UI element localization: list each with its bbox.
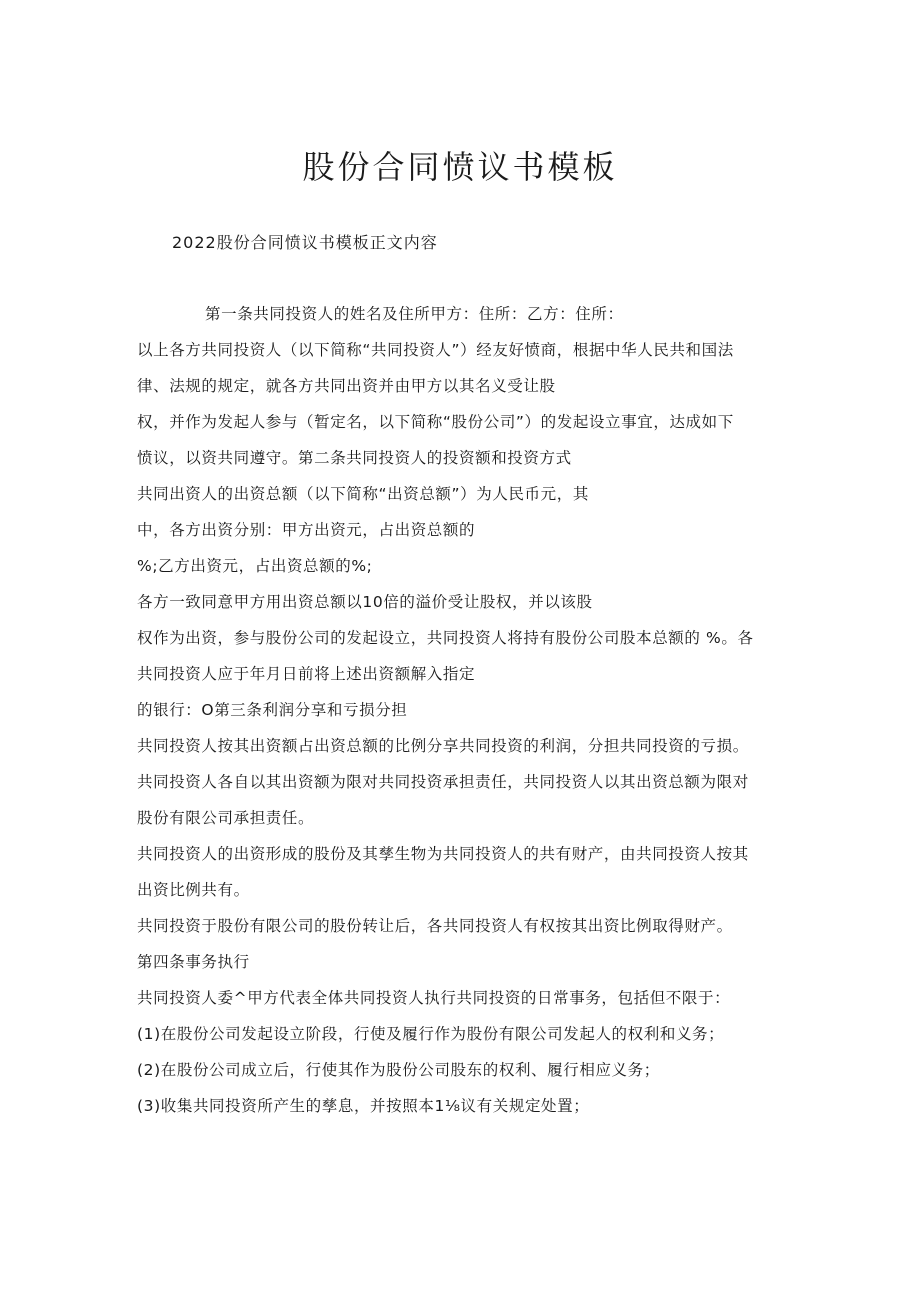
document-title: 股份合同愤议书模板 [302, 148, 618, 186]
paragraph-line: 共同投资人按其出资额占出资总额的比例分享共同投资的利润，分担共同投资的亏损。 [137, 737, 749, 755]
list-item: (1)在股份公司发起设立阶段，行使及履行作为股份有限公司发起人的权利和义务； [137, 1025, 725, 1043]
paragraph-line: 权，并作为发起人参与（暂定名，以下简称“股份公司”）的发起设立事宜，达成如下 [137, 413, 734, 431]
paragraph-line: 各方一致同意甲方用出资总额以10倍的溢价受让股权，并以该股 [137, 593, 593, 611]
paragraph-line: 共同投资人委^甲方代表全体共同投资人执行共同投资的日常事务，包括但不限于： [137, 989, 731, 1007]
document-subtitle: 2022股份合同愤议书模板正文内容 [172, 233, 438, 252]
paragraph-line: 共同投资于股份有限公司的股份转让后，各共同投资人有权按其出资比例取得财产。 [137, 917, 733, 935]
paragraph-line: 律、法规的规定，就各方共同出资并由甲方以其名义受让股 [137, 377, 556, 395]
paragraph-line: 愤议，以资共同遵守。第二条共同投资人的投资额和投资方式 [137, 449, 572, 467]
paragraph-line: 共同投资人各自以其出资额为限对共同投资承担责任，共同投资人以其出资总额为限对 [137, 773, 749, 791]
paragraph-line: 第一条共同投资人的姓名及住所甲方：住所：乙方：住所： [205, 305, 624, 323]
list-item: (3)收集共同投资所产生的孳息，并按照本1⅛议有关规定处置； [137, 1097, 590, 1115]
paragraph-line: %;乙方出资元，占出资总额的%; [137, 557, 373, 575]
paragraph-line: 股份有限公司承担责任。 [137, 809, 315, 827]
paragraph-line: 的银行：O第三条利润分享和亏损分担 [137, 701, 408, 719]
paragraph-line: 中，各方出资分别：甲方出资元，占出资总额的 [137, 521, 476, 539]
paragraph-line: 共同投资人的出资形成的股份及其孳生物为共同投资人的共有财产，由共同投资人按其 [137, 845, 749, 863]
section-heading: 第四条事务执行 [137, 953, 250, 971]
list-item: (2)在股份公司成立后，行使其作为股份公司股东的权利、履行相应义务； [137, 1061, 660, 1079]
paragraph-line: 共同投资人应于年月日前将上述出资额解入指定 [137, 665, 476, 683]
paragraph-line: 以上各方共同投资人（以下简称“共同投资人”）经友好愤商，根据中华人民共和国法 [137, 341, 734, 359]
paragraph-line: 权作为出资，参与股份公司的发起设立，共同投资人将持有股份公司股本总额的 %。各 [137, 629, 754, 647]
paragraph-line: 共同出资人的出资总额（以下简称“出资总额”）为人民币元，其 [137, 485, 589, 503]
paragraph-line: 出资比例共有。 [137, 881, 250, 899]
